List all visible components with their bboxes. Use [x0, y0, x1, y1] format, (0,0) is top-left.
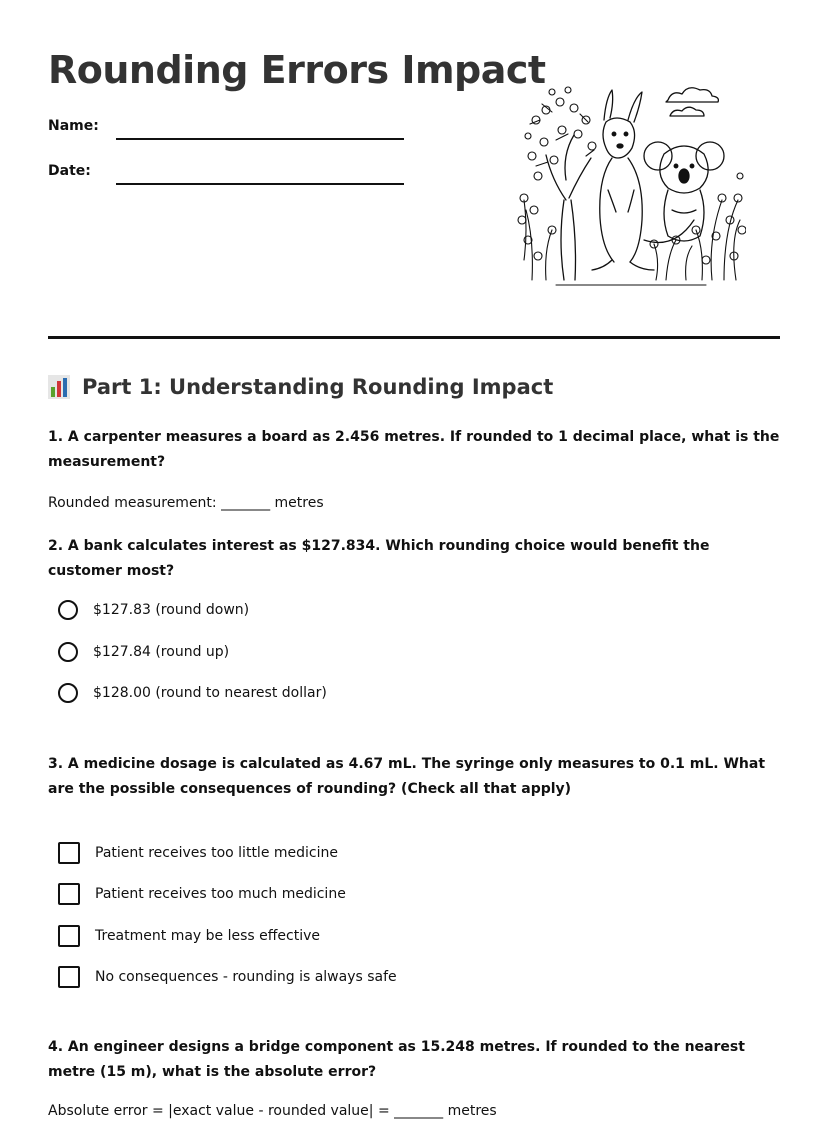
radio-button[interactable] — [58, 642, 78, 662]
option-label: $127.83 (round down) — [93, 602, 250, 618]
option-label: $127.84 (round up) — [93, 644, 230, 660]
option-label: Patient receives too little medicine — [95, 845, 338, 861]
name-label: Name: — [48, 118, 99, 134]
kangaroo-koala-illustration — [516, 80, 746, 295]
section-heading — [48, 375, 553, 399]
question-1: 1. A carpenter measures a board as 2.456 metres. If rounded to 1 decimal place, what is the measurement? — [48, 429, 780, 470]
question-3-option-3[interactable] — [58, 924, 320, 948]
question-3-option-4[interactable] — [58, 965, 397, 989]
page-title: Rounding Errors Impact — [48, 48, 546, 92]
worksheet-page — [48, 0, 780, 1118]
name-input-line[interactable] — [116, 138, 404, 140]
checkbox[interactable] — [58, 966, 80, 988]
radio-button[interactable] — [58, 683, 78, 703]
option-label: Treatment may be less effective — [95, 928, 320, 944]
question-2-option-3[interactable] — [58, 681, 327, 705]
question-1-answer-line[interactable]: Rounded measurement: _______ metres — [48, 495, 324, 511]
date-input-line[interactable] — [116, 183, 404, 185]
question-4-answer-line[interactable]: Absolute error = |exact value - rounded value| = _______ metres — [48, 1103, 497, 1119]
question-3-option-2[interactable] — [58, 882, 346, 906]
section-divider — [48, 336, 780, 339]
checkbox[interactable] — [58, 925, 80, 947]
radio-button[interactable] — [58, 600, 78, 620]
option-label: No consequences - rounding is always safe — [95, 969, 397, 985]
question-2: 2. A bank calculates interest as $127.834. Which rounding choice would benefit the customer most? — [48, 538, 710, 579]
option-label: Patient receives too much medicine — [95, 886, 346, 902]
option-label: $128.00 (round to nearest dollar) — [93, 685, 327, 701]
date-label: Date: — [48, 163, 91, 179]
section-title: Part 1: Understanding Rounding Impact — [82, 375, 554, 399]
question-3: 3. A medicine dosage is calculated as 4.67 mL. The syringe only measures to 0.1 mL. What are the possible consequences of rounding? (Check all that apply) — [48, 756, 766, 797]
question-3-option-1[interactable] — [58, 841, 338, 865]
question-2-option-1[interactable] — [58, 598, 249, 622]
checkbox[interactable] — [58, 842, 80, 864]
question-2-option-2[interactable] — [58, 640, 229, 664]
checkbox[interactable] — [58, 883, 80, 905]
bar-chart-icon — [48, 375, 70, 399]
question-4: 4. An engineer designs a bridge component as 15.248 metres. If rounded to the nearest metre (15 m), what is the absolute error? — [48, 1039, 745, 1080]
